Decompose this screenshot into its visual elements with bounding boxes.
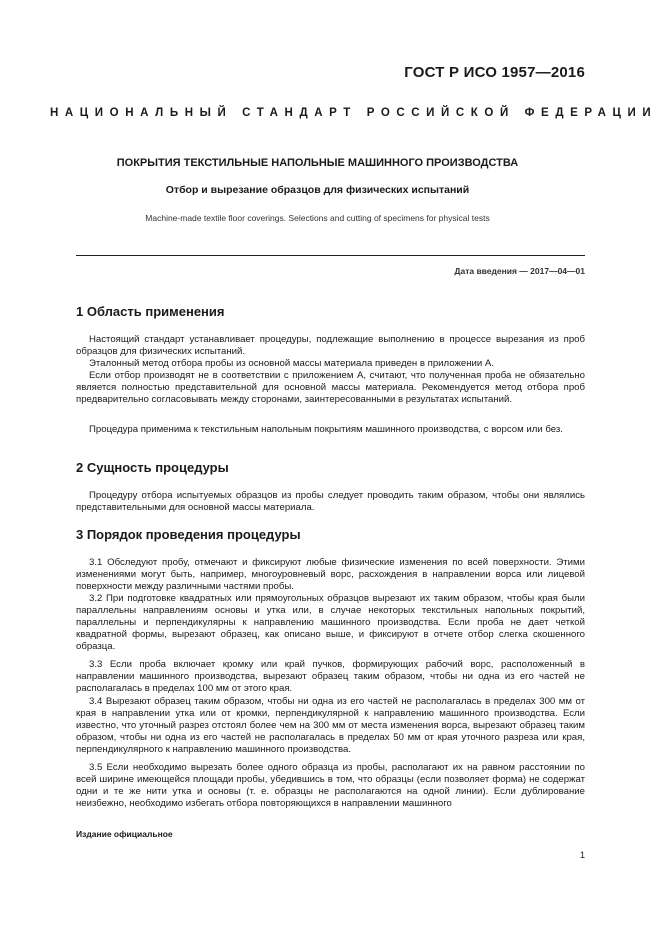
section-3-paragraph: 3.5 Если необходимо вырезать более одного образца из пробы, располагают их на равном расстоянии по всей ширине имеющейся площади пробы, убедившись в том, что образцы (если позволяет форма) не содержат одни и те же нити утка и основы (т. е. образцы не располагаются на одной линии). Если дублирование неизбежно, необходимо избегать отбора повторяющихся в направлении машинного: [76, 762, 585, 809]
page-number: 1: [579, 850, 585, 860]
document-code: ГОСТ Р ИСО 1957—2016: [404, 64, 585, 81]
section-3-paragraph: 3.4 Вырезают образец таким образом, чтобы ни одна из его частей не располагалась в пределах 300 мм от края в направлении утка или от кромки, перпендикулярной к направлению машинного производства. Если известно, что уточный разрез отстоял более чем на 300 мм от места изменения ворса, вырезают образец таким образом, чтобы ни одна из его частей не располагалась в пределах 50 мм от края уточного разреза или края, перпендикулярного к направлению машинного производства.: [76, 696, 585, 755]
document-subtitle: Отбор и вырезание образцов для физических испытаний: [165, 184, 470, 196]
national-standard-banner: НАЦИОНАЛЬНЫЙ СТАНДАРТ РОССИЙСКОЙ ФЕДЕРАЦИИ: [50, 107, 658, 119]
document-title-english: Machine-made textile floor coverings. Selections and cutting of specimens for physical tests: [145, 213, 490, 223]
section-3-paragraph: 3.1 Обследуют пробу, отмечают и фиксируют любые физические изменения по всей поверхности. Этими изменениями могут быть, например, многоуровневый ворс, расхождения в направлении ворса или лицевой поверхности между различными частями пробы.: [76, 557, 585, 592]
section-3-paragraph: 3.3 Если проба включает кромку или край пучков, формирующих рабочий ворс, расположенный в направлении машинного производства, вырезают образец таким образом, чтобы ни одна из его частей не располагалась в пределах 100 мм от этого края.: [76, 659, 585, 694]
section-1-paragraph: Процедура применима к текстильным напольным покрытиям машинного производства, с ворсом или без.: [89, 424, 563, 435]
document-title: ПОКРЫТИЯ ТЕКСТИЛЬНЫЕ НАПОЛЬНЫЕ МАШИННОГО ПРОИЗВОДСТВА: [116, 157, 519, 169]
section-heading-1: 1 Область применения: [76, 304, 225, 319]
section-1-paragraph: Настоящий стандарт устанавливает процедуры, подлежащие выполнению в процессе вырезания из проб образцов для физических испытаний.: [76, 334, 585, 357]
introduction-date: Дата введения — 2017—04—01: [454, 266, 585, 276]
official-edition-label: Издание официальное: [76, 829, 173, 839]
horizontal-rule: [76, 255, 585, 256]
section-1-paragraph: Эталонный метод отбора пробы из основной массы материала приведен в приложении А.: [89, 358, 494, 369]
section-3-paragraph: 3.2 При подготовке квадратных или прямоугольных образцов вырезают их таким образом, чтобы края были параллельны направлениям основы и утка или, в случае некоторых текстильных напольных покрытий, параллельны и перпендикулярны к направлению машинного производства. Если проба не дает четкой квадратной формы, вырезают образец, как описано выше, и фиксируют в отчете отбор слегка скошенного образца.: [76, 593, 585, 652]
section-heading-3: 3 Порядок проведения процедуры: [76, 527, 301, 542]
section-2-paragraph: Процедуру отбора испытуемых образцов из пробы следует проводить таким образом, чтобы они являлись представительными для основной массы материала.: [76, 490, 585, 513]
section-heading-2: 2 Сущность процедуры: [76, 460, 229, 475]
section-1-paragraph: Если отбор производят не в соответствии с приложением А, считают, что полученная проба не обязательно является полностью представительной для основной массы материала. Рекомендуется метод отбора проб предварительно согласовывать между сторонами, заинтересованными в результатах испытаний.: [76, 370, 585, 405]
